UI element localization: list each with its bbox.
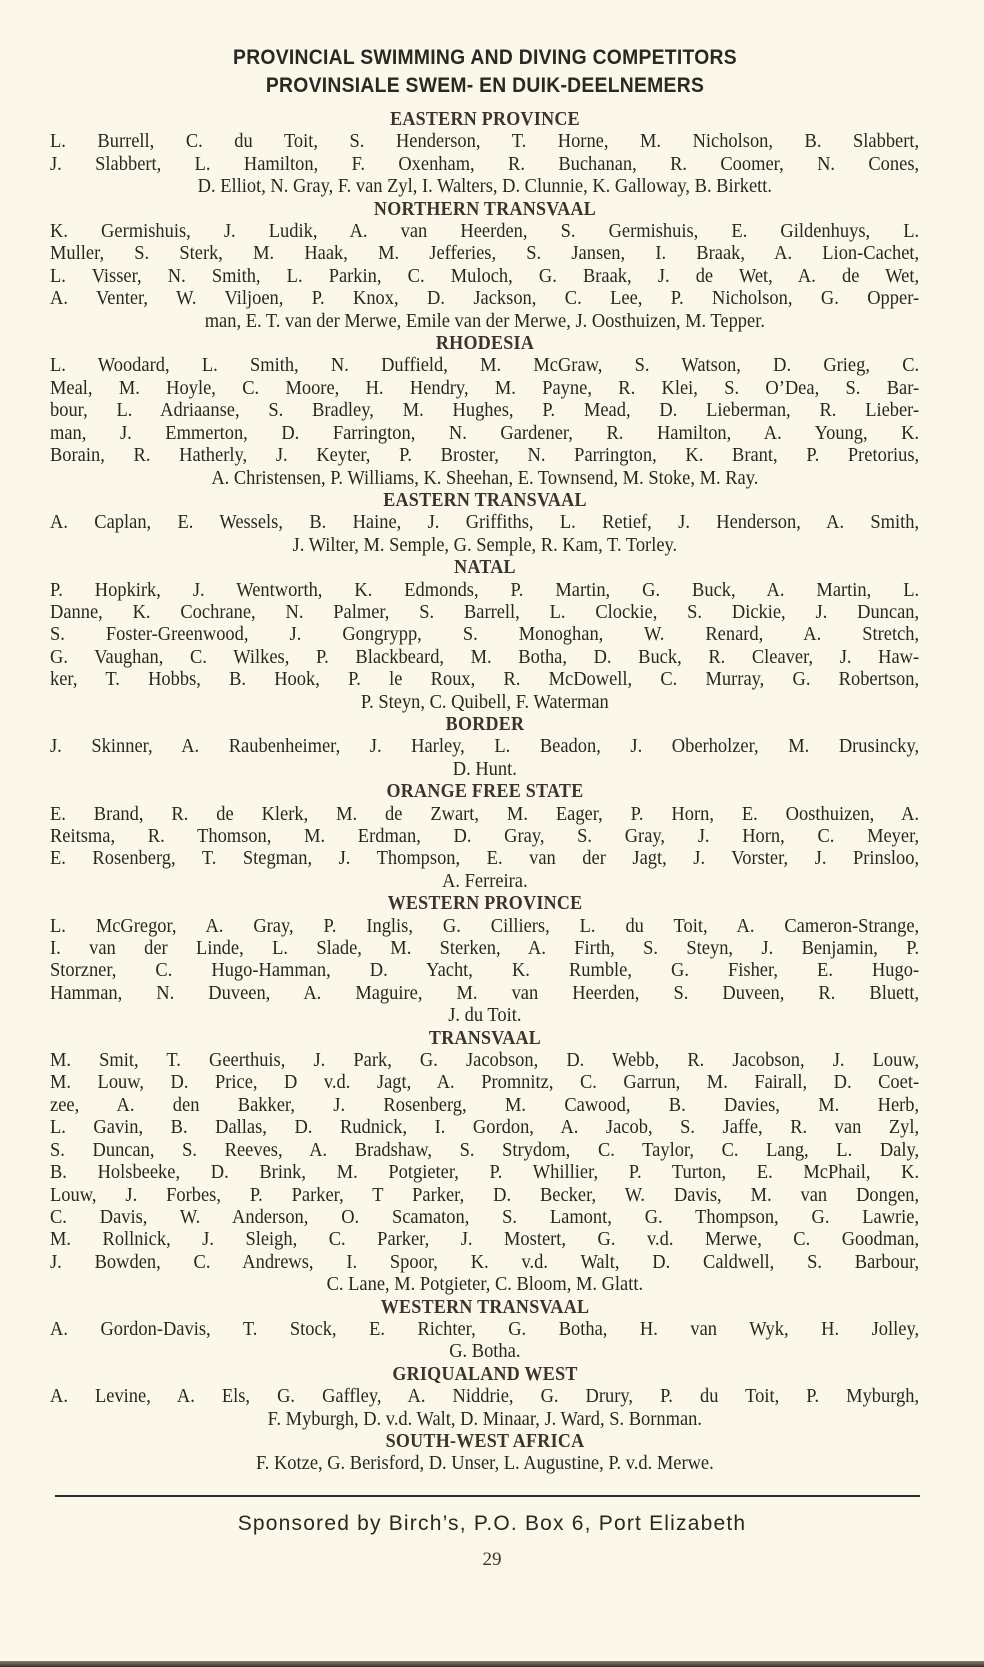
province-heading: NORTHERN TRANSVAAL [373,197,597,220]
page-title-afrikaans: PROVINSIALE SWEM- EN DUIK-DEELNEMERS [265,74,705,97]
competitor-names-line: D. Hunt. [452,757,518,780]
province-section [50,556,920,713]
competitor-names-line: F. Kotze, G. Berisford, D. Unser, L. Augustine, P. v.d. Merwe. [256,1452,714,1475]
competitor-sections [50,108,920,1475]
province-heading: SOUTH-WEST AFRICA [385,1429,585,1452]
competitor-names-line: L. Gavin, B. Dallas, D. Rudnick, I. Gordon, A. Jacob, S. Jaffe, R. van Zyl, [50,1116,920,1139]
competitor-names-line: L. Woodard, L. Smith, N. Duffield, M. McGraw, S. Watson, D. Grieg, C. [50,354,920,377]
competitor-names-line: G. Vaughan, C. Wilkes, P. Blackbeard, M. Botha, D. Buck, R. Cleaver, J. Haw- [50,645,920,668]
competitor-names-line: S. Foster-Greenwood, J. Gongrypp, S. Monoghan, W. Renard, A. Stretch, [50,623,920,646]
page-title-english: PROVINCIAL SWIMMING AND DIVING COMPETITORS [233,46,737,69]
competitor-names-line: J. Wilter, M. Semple, G. Semple, R. Kam, T. Torley. [292,533,678,556]
competitor-names-line: man, J. Emmerton, D. Farrington, N. Gardener, R. Hamilton, A. Young, K. [50,421,920,444]
province-section [50,198,920,332]
province-heading: EASTERN TRANSVAAL [383,488,587,511]
competitor-names-line: Hamman, N. Duveen, A. Maguire, M. van Heerden, S. Duveen, R. Bluett, [50,981,920,1004]
competitor-names-line: Danne, K. Cochrane, N. Palmer, S. Barrell, L. Clockie, S. Dickie, J. Duncan, [50,600,920,623]
province-section [50,1296,920,1363]
competitor-names-line: C. Davis, W. Anderson, O. Scamaton, S. Lamont, G. Thompson, G. Lawrie, [50,1205,920,1228]
province-section [50,332,920,489]
competitor-names-line: B. Holsbeeke, D. Brink, M. Potgieter, P. Whillier, P. Turton, E. McPhail, K. [50,1161,920,1184]
page-number: 29 [482,1549,502,1570]
province-section [50,108,920,198]
competitor-names-line: A. Levine, A. Els, G. Gaffley, A. Niddrie, G. Drury, P. du Toit, P. Myburgh, [50,1385,920,1408]
competitor-names-line: M. Rollnick, J. Sleigh, C. Parker, J. Mostert, G. v.d. Merwe, C. Goodman, [50,1228,920,1251]
province-heading: NATAL [454,556,516,579]
document-page [50,44,920,1475]
province-section [50,713,920,780]
competitor-names-line: Louw, J. Forbes, P. Parker, T Parker, D. Becker, W. Davis, M. van Dongen, [50,1183,920,1206]
competitor-names-line: C. Lane, M. Potgieter, C. Bloom, M. Glatt. [326,1273,644,1296]
competitor-names-line: L. Burrell, C. du Toit, S. Henderson, T. Horne, M. Nicholson, B. Slabbert, [50,130,920,153]
competitor-names-line: Storzner, C. Hugo-Hamman, D. Yacht, K. Rumble, G. Fisher, E. Hugo- [50,959,920,982]
footer-divider [55,1495,920,1497]
province-heading: WESTERN TRANSVAAL [380,1295,590,1318]
competitor-names-line: G. Botha. [449,1340,521,1363]
competitor-names-line: J. Skinner, A. Raubenheimer, J. Harley, L. Beadon, J. Oberholzer, M. Drusincky, [50,735,920,758]
province-heading: TRANSVAAL [428,1026,542,1049]
province-heading: BORDER [445,712,525,735]
competitor-names-line: bour, L. Adriaanse, S. Bradley, M. Hughes, P. Mead, D. Lieberman, R. Lieber- [50,399,920,422]
province-section [50,489,920,556]
competitor-names-line: J. du Toit. [448,1004,522,1027]
competitor-names-line: D. Elliot, N. Gray, F. van Zyl, I. Walters, D. Clunnie, K. Galloway, B. Birkett. [197,175,773,198]
competitor-names-line: ker, T. Hobbs, B. Hook, P. le Roux, R. McDowell, C. Murray, G. Robertson, [50,668,920,691]
page-edge [0,1661,984,1667]
competitor-names-line: F. Myburgh, D. v.d. Walt, D. Minaar, J. Ward, S. Bornman. [267,1407,703,1430]
competitor-names-line: J. Slabbert, L. Hamilton, F. Oxenham, R. Buchanan, R. Coomer, N. Cones, [50,152,920,175]
province-heading: EASTERN PROVINCE [390,108,580,130]
competitor-names-line: L. Visser, N. Smith, L. Parkin, C. Muloch, G. Braak, J. de Wet, A. de Wet, [50,264,920,287]
competitor-names-line: M. Smit, T. Geerthuis, J. Park, G. Jacobson, D. Webb, R. Jacobson, J. Louw, [50,1049,920,1072]
province-section [50,1430,920,1475]
competitor-names-line: I. van der Linde, L. Slade, M. Sterken, A. Firth, S. Steyn, J. Benjamin, P. [50,937,920,960]
competitor-names-line: P. Steyn, C. Quibell, F. Waterman [361,690,609,713]
competitor-names-line: man, E. T. van der Merwe, Emile van der Merwe, J. Oosthuizen, M. Tepper. [204,309,766,332]
competitor-names-line: L. McGregor, A. Gray, P. Inglis, G. Cilliers, L. du Toit, A. Cameron-Strange, [50,914,920,937]
competitor-names-line: A. Caplan, E. Wessels, B. Haine, J. Griffiths, L. Retief, J. Henderson, A. Smith, [50,511,920,534]
province-heading: GRIQUALAND WEST [392,1362,578,1385]
competitor-names-line: zee, A. den Bakker, J. Rosenberg, M. Cawood, B. Davies, M. Herb, [50,1093,920,1116]
competitor-names-line: Reitsma, R. Thomson, M. Erdman, D. Gray, S. Gray, J. Horn, C. Meyer, [50,825,920,847]
competitor-names-line: S. Duncan, S. Reeves, A. Bradshaw, S. Strydom, C. Taylor, C. Lang, L. Daly, [50,1138,920,1161]
competitor-names-line: Muller, S. Sterk, M. Haak, M. Jefferies, S. Jansen, I. Braak, A. Lion-Cachet, [50,242,920,265]
competitor-names-line: A. Ferreira. [442,869,528,892]
province-heading: RHODESIA [435,332,535,355]
province-heading: WESTERN PROVINCE [387,892,583,915]
competitor-names-line: M. Louw, D. Price, D v.d. Jagt, A. Promnitz, C. Garrun, M. Fairall, D. Coet- [50,1071,920,1094]
competitor-names-line: J. Bowden, C. Andrews, I. Spoor, K. v.d. Walt, D. Caldwell, S. Barbour, [50,1250,920,1273]
competitor-names-line: A. Christensen, P. Williams, K. Sheehan, E. Townsend, M. Stoke, M. Ray. [211,466,759,489]
competitor-names-line: A. Venter, W. Viljoen, P. Knox, D. Jackson, C. Lee, P. Nicholson, G. Opper- [50,287,920,310]
province-section [50,780,920,892]
competitor-names-line: A. Gordon-Davis, T. Stock, E. Richter, G. Botha, H. van Wyk, H. Jolley, [50,1317,920,1340]
province-section [50,1027,920,1296]
competitor-names-line: E. Rosenberg, T. Stegman, J. Thompson, E. van der Jagt, J. Vorster, J. Prinsloo, [50,847,920,870]
competitor-names-line: E. Brand, R. de Klerk, M. de Zwart, M. Eager, P. Horn, E. Oosthuizen, A. [50,802,920,825]
competitor-names-line: Meal, M. Hoyle, C. Moore, H. Hendry, M. Payne, R. Klei, S. O’Dea, S. Bar- [50,376,920,399]
competitor-names-line: P. Hopkirk, J. Wentworth, K. Edmonds, P. Martin, G. Buck, A. Martin, L. [50,578,920,601]
competitor-names-line: K. Germishuis, J. Ludik, A. van Heerden, S. Germishuis, E. Gildenhuys, L. [50,220,920,243]
province-section [50,892,920,1026]
province-section [50,1363,920,1430]
competitor-names-line: Borain, R. Hatherly, J. Keyter, P. Broster, N. Parrington, K. Brant, P. Pretorius, [50,444,920,467]
sponsor-line: Sponsored by Birch’s, P.O. Box 6, Port Elizabeth [237,1512,747,1535]
province-heading: ORANGE FREE STATE [386,780,584,803]
